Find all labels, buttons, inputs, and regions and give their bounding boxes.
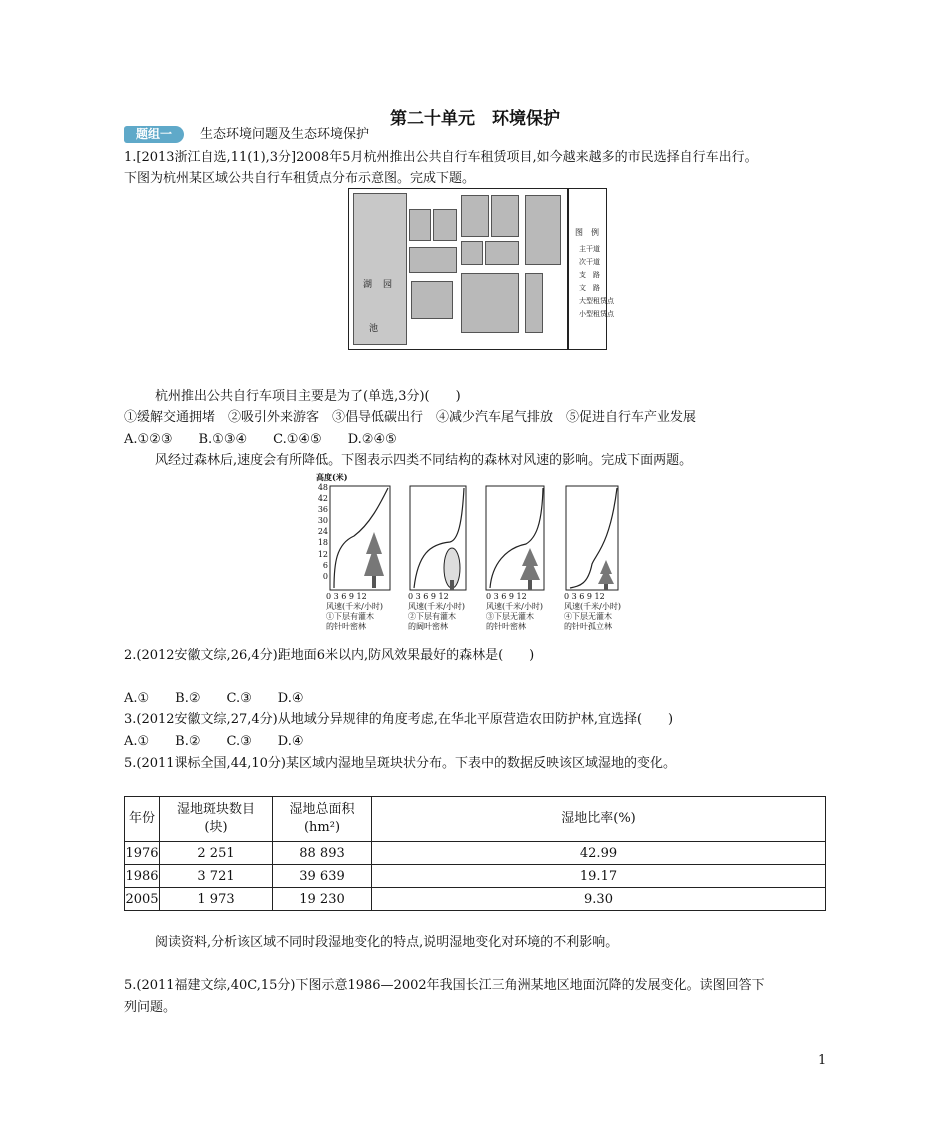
- q3-options: A.① B.② C.③ D.④: [124, 734, 304, 749]
- table-cell: 2005: [125, 888, 160, 911]
- header-line: (块): [204, 820, 228, 835]
- x-ticks: 0 3 6 9 12: [564, 592, 605, 601]
- x-axis-label: 风速(千米/小时): [486, 602, 543, 611]
- panel-3: [486, 486, 544, 590]
- lake-area: [353, 193, 407, 345]
- table-cell: 1 973: [160, 888, 273, 911]
- legend-title: 图 例: [575, 228, 599, 237]
- legend-list: [579, 243, 614, 321]
- panel-4-caption: [564, 592, 621, 632]
- y-tick: 36: [317, 505, 328, 515]
- y-tick: 30: [317, 516, 328, 526]
- q5b-line1: 5.(2011福建文综,40C,15分)下图示意1986—2002年我国长江三角洲某地区地面沉降的发展变化。读图回答下: [124, 978, 765, 993]
- legend-item: 主干道: [579, 245, 600, 253]
- city-block: [525, 273, 543, 333]
- wind-profile-panels: [330, 484, 650, 594]
- table-cell: 39 639: [273, 865, 372, 888]
- y-tick: 12: [317, 549, 328, 559]
- y-tick: 42: [317, 494, 328, 504]
- q5b-line2: 列问题。: [124, 1000, 177, 1015]
- table-cell: 1986: [125, 865, 160, 888]
- caption-line: 的阔叶密林: [408, 622, 448, 631]
- header-line: (hm²): [303, 820, 341, 835]
- y-tick: 24: [317, 527, 328, 537]
- q5a-task: 阅读资料,分析该区域不同时段湿地变化的特点,说明湿地变化对环境的不利影响。: [155, 935, 619, 950]
- y-tick: 6: [322, 560, 328, 570]
- caption-line: ①下层有灌木: [326, 612, 374, 621]
- table-cell: 3 721: [160, 865, 273, 888]
- legend-item: 小型租赁点: [579, 310, 614, 318]
- table-header-row: [125, 797, 826, 842]
- table-cell: 88 893: [273, 842, 372, 865]
- city-block: [461, 241, 483, 265]
- panel-1-caption: [326, 592, 383, 632]
- lake-char-2: 园: [383, 280, 393, 290]
- caption-line: ③下层无灌木: [486, 612, 534, 621]
- q2-options: A.① B.② C.③ D.④: [124, 691, 304, 706]
- header-line: 湿地总面积: [289, 802, 355, 817]
- page-number: 1: [818, 1053, 827, 1068]
- q3-stem: 3.(2012安徽文综,27,4分)从地域分异规律的角度考虑,在华北平原营造农田防护林,宜选择( ): [124, 712, 674, 727]
- table-cell: 42.99: [372, 842, 826, 865]
- x-ticks: 0 3 6 9 12: [326, 592, 367, 601]
- caption-line: 的针叶密林: [326, 622, 366, 631]
- city-block: [461, 195, 489, 237]
- header-cell: [273, 797, 372, 842]
- city-block: [409, 209, 431, 241]
- y-tick: 48: [317, 483, 328, 492]
- city-block: [409, 247, 457, 273]
- x-axis-label: 风速(千米/小时): [564, 602, 621, 611]
- panel-3-caption: [486, 592, 543, 632]
- q1-line1: 1.[2013浙江自选,11(1),3分]2008年5月杭州推出公共自行车租赁项目,如今越来越多的市民选择自行车出行。: [124, 150, 758, 165]
- header-line: 湿地斑块数目: [176, 802, 255, 817]
- table-row: [125, 888, 826, 911]
- table-row: [125, 842, 826, 865]
- city-block: [485, 241, 519, 265]
- y-axis-label: 高度(米): [316, 472, 348, 482]
- table-cell: 1976: [125, 842, 160, 865]
- main-road: [567, 189, 569, 349]
- table-cell: 19.17: [372, 865, 826, 888]
- legend-item: 文 路: [579, 284, 600, 292]
- q5a-stem: 5.(2011课标全国,44,10分)某区域内湿地呈斑块状分布。下表中的数据反映该区域湿地的变化。: [124, 756, 676, 771]
- q1-items: ①缓解交通拥堵 ②吸引外来游客 ③倡导低碳出行 ④减少汽车尾气排放 ⑤促进自行车产业发展: [124, 410, 697, 425]
- section-heading: 生态环境问题及生态环境保护: [200, 127, 370, 142]
- section-badge: 题组一: [124, 126, 184, 143]
- city-block: [461, 273, 519, 333]
- legend-item: 支 路: [579, 271, 600, 279]
- header-cell: [160, 797, 273, 842]
- legend-item: 大型租赁点: [579, 297, 614, 305]
- city-block: [433, 209, 457, 241]
- lake-char-3: 池: [369, 324, 379, 334]
- city-block: [491, 195, 519, 237]
- x-ticks: 0 3 6 9 12: [486, 592, 527, 601]
- city-block: [525, 195, 561, 265]
- x-axis-label: 风速(千米/小时): [408, 602, 465, 611]
- panel-2: [410, 486, 466, 590]
- city-block: [411, 281, 453, 319]
- q1-line2: 下图为杭州某区域公共自行车租赁点分布示意图。完成下题。: [124, 171, 476, 186]
- table-cell: 19 230: [273, 888, 372, 911]
- header-cell: 湿地比率(%): [372, 797, 826, 842]
- wetland-table: [124, 796, 826, 911]
- x-ticks: 0 3 6 9 12: [408, 592, 449, 601]
- table-row: [125, 865, 826, 888]
- panel-4: [566, 486, 618, 590]
- page-title: 第二十单元 环境保护: [390, 109, 560, 129]
- q2-stem: 2.(2012安徽文综,26,4分)距地面6米以内,防风效果最好的森林是( ): [124, 648, 535, 663]
- panel-1: [330, 486, 390, 590]
- bike-rental-map: [348, 188, 614, 350]
- header-cell: 年份: [125, 797, 160, 842]
- y-tick: 18: [317, 538, 328, 548]
- caption-line: 的针叶密林: [486, 622, 526, 631]
- lake-char-1: 湖: [363, 280, 373, 290]
- y-ticks: [316, 482, 328, 582]
- wind-intro: 风经过森林后,速度会有所降低。下图表示四类不同结构的森林对风速的影响。完成下面两题。: [155, 453, 693, 468]
- legend-item: 次干道: [579, 258, 600, 266]
- panel-2-caption: [408, 592, 465, 632]
- caption-line: ④下层无灌木: [564, 612, 612, 621]
- q1-stem: 杭州推出公共自行车项目主要是为了(单选,3分)( ): [155, 389, 461, 404]
- table-cell: 9.30: [372, 888, 826, 911]
- x-axis-label: 风速(千米/小时): [326, 602, 383, 611]
- caption-line: ②下层有灌木: [408, 612, 456, 621]
- caption-line: 的针叶孤立林: [564, 622, 612, 631]
- table-cell: 2 251: [160, 842, 273, 865]
- y-tick: 0: [322, 571, 328, 581]
- q1-options: A.①②③ B.①③④ C.①④⑤ D.②④⑤: [124, 432, 397, 447]
